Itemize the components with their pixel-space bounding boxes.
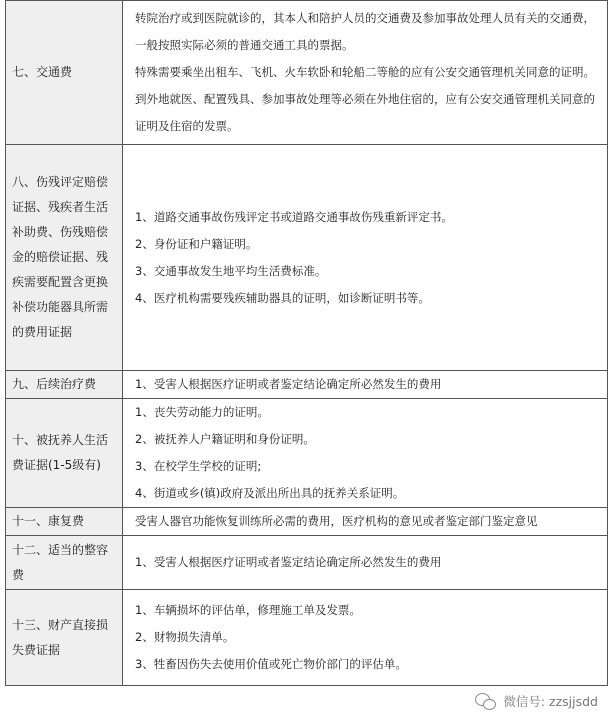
detail-line: 特殊需要乘坐出租车、飞机、火车软卧和轮船二等舱的应有公安交通管理机关同意的证明。 (135, 65, 595, 79)
table-row (6, 1, 608, 145)
table-row (6, 399, 608, 508)
detail-line: 1、受害人根据医疗证明或者鉴定结论确定所必然发生的费用 (135, 377, 442, 391)
wechat-icon (475, 692, 497, 710)
detail-line: 一般按照实际必须的普通交通工具的票据。 (135, 38, 354, 52)
details-cell (123, 536, 608, 590)
detail-line: 1、受害人根据医疗证明或者鉴定结论确定所必然发生的费用 (135, 555, 442, 569)
table-row (6, 536, 608, 590)
details-cell (123, 145, 608, 371)
detail-line: 3、交通事故发生地平均生活费标准。 (135, 263, 327, 278)
category-cell: 十一、康复费 (6, 508, 123, 536)
category-cell: 十、被抚养人生活费证据(1-5级有) (6, 399, 123, 508)
watermark-text: 微信号: zzsjjsdd (503, 694, 598, 709)
category-cell: 十三、财产直接损失费证据 (6, 590, 123, 686)
detail-line: 1、道路交通事故伤残评定书或道路交通事故伤残重新评定书。 (135, 209, 453, 224)
table-row (6, 590, 608, 686)
detail-line: 到外地就医、配置残具、参加事故处理等必须在外地住宿的，应有公安交通管理机关同意的 (135, 92, 595, 106)
detail-line: 2、被抚养人户籍证明和身份证明。 (135, 432, 315, 446)
detail-line: 4、街道或乡(镇)政府及派出所出具的抚养关系证明。 (135, 486, 405, 500)
detail-line: 2、财物损失清单。 (135, 630, 235, 644)
details-cell (123, 371, 608, 399)
detail-line: 1、车辆损坏的评估单，修理施工单及发票。 (135, 603, 361, 617)
evidence-table (5, 0, 608, 686)
table-row (6, 145, 608, 371)
details-cell (123, 399, 608, 508)
detail-line: 2、身份证和户籍证明。 (135, 236, 258, 251)
detail-line: 3、在校学生学校的证明; (135, 459, 262, 473)
table-row (6, 508, 608, 536)
category-cell: 十二、适当的整容费 (6, 536, 123, 590)
detail-line: 4、医疗机构需要残疾辅助器具的证明，如诊断证明书等。 (135, 290, 430, 305)
category-cell: 九、后续治疗费 (6, 371, 123, 399)
table-row (6, 371, 608, 399)
details-cell (123, 590, 608, 686)
detail-line: 证明及住宿的发票。 (135, 119, 239, 133)
detail-line: 受害人器官功能恢复训练所必需的费用，医疗机构的意见或者鉴定部门鉴定意见 (135, 514, 538, 528)
detail-line: 3、牲畜因伤失去使用价值或死亡物价部门的评估单。 (135, 657, 407, 671)
watermark (475, 692, 598, 710)
details-cell (123, 1, 608, 145)
category-cell: 七、交通费 (6, 1, 123, 145)
details-cell (123, 508, 608, 536)
category-cell: 八、伤残评定赔偿证据、残疾者生活补助费、伤残赔偿金的赔偿证据、残疾需要配置含更换补偿功能器具所需的费用证据 (6, 145, 123, 371)
detail-line: 1、丧失劳动能力的证明。 (135, 405, 269, 419)
detail-line: 转院治疗或到医院就诊的，其本人和陪护人员的交通费及参加事故处理人员有关的交通费， (135, 11, 595, 25)
